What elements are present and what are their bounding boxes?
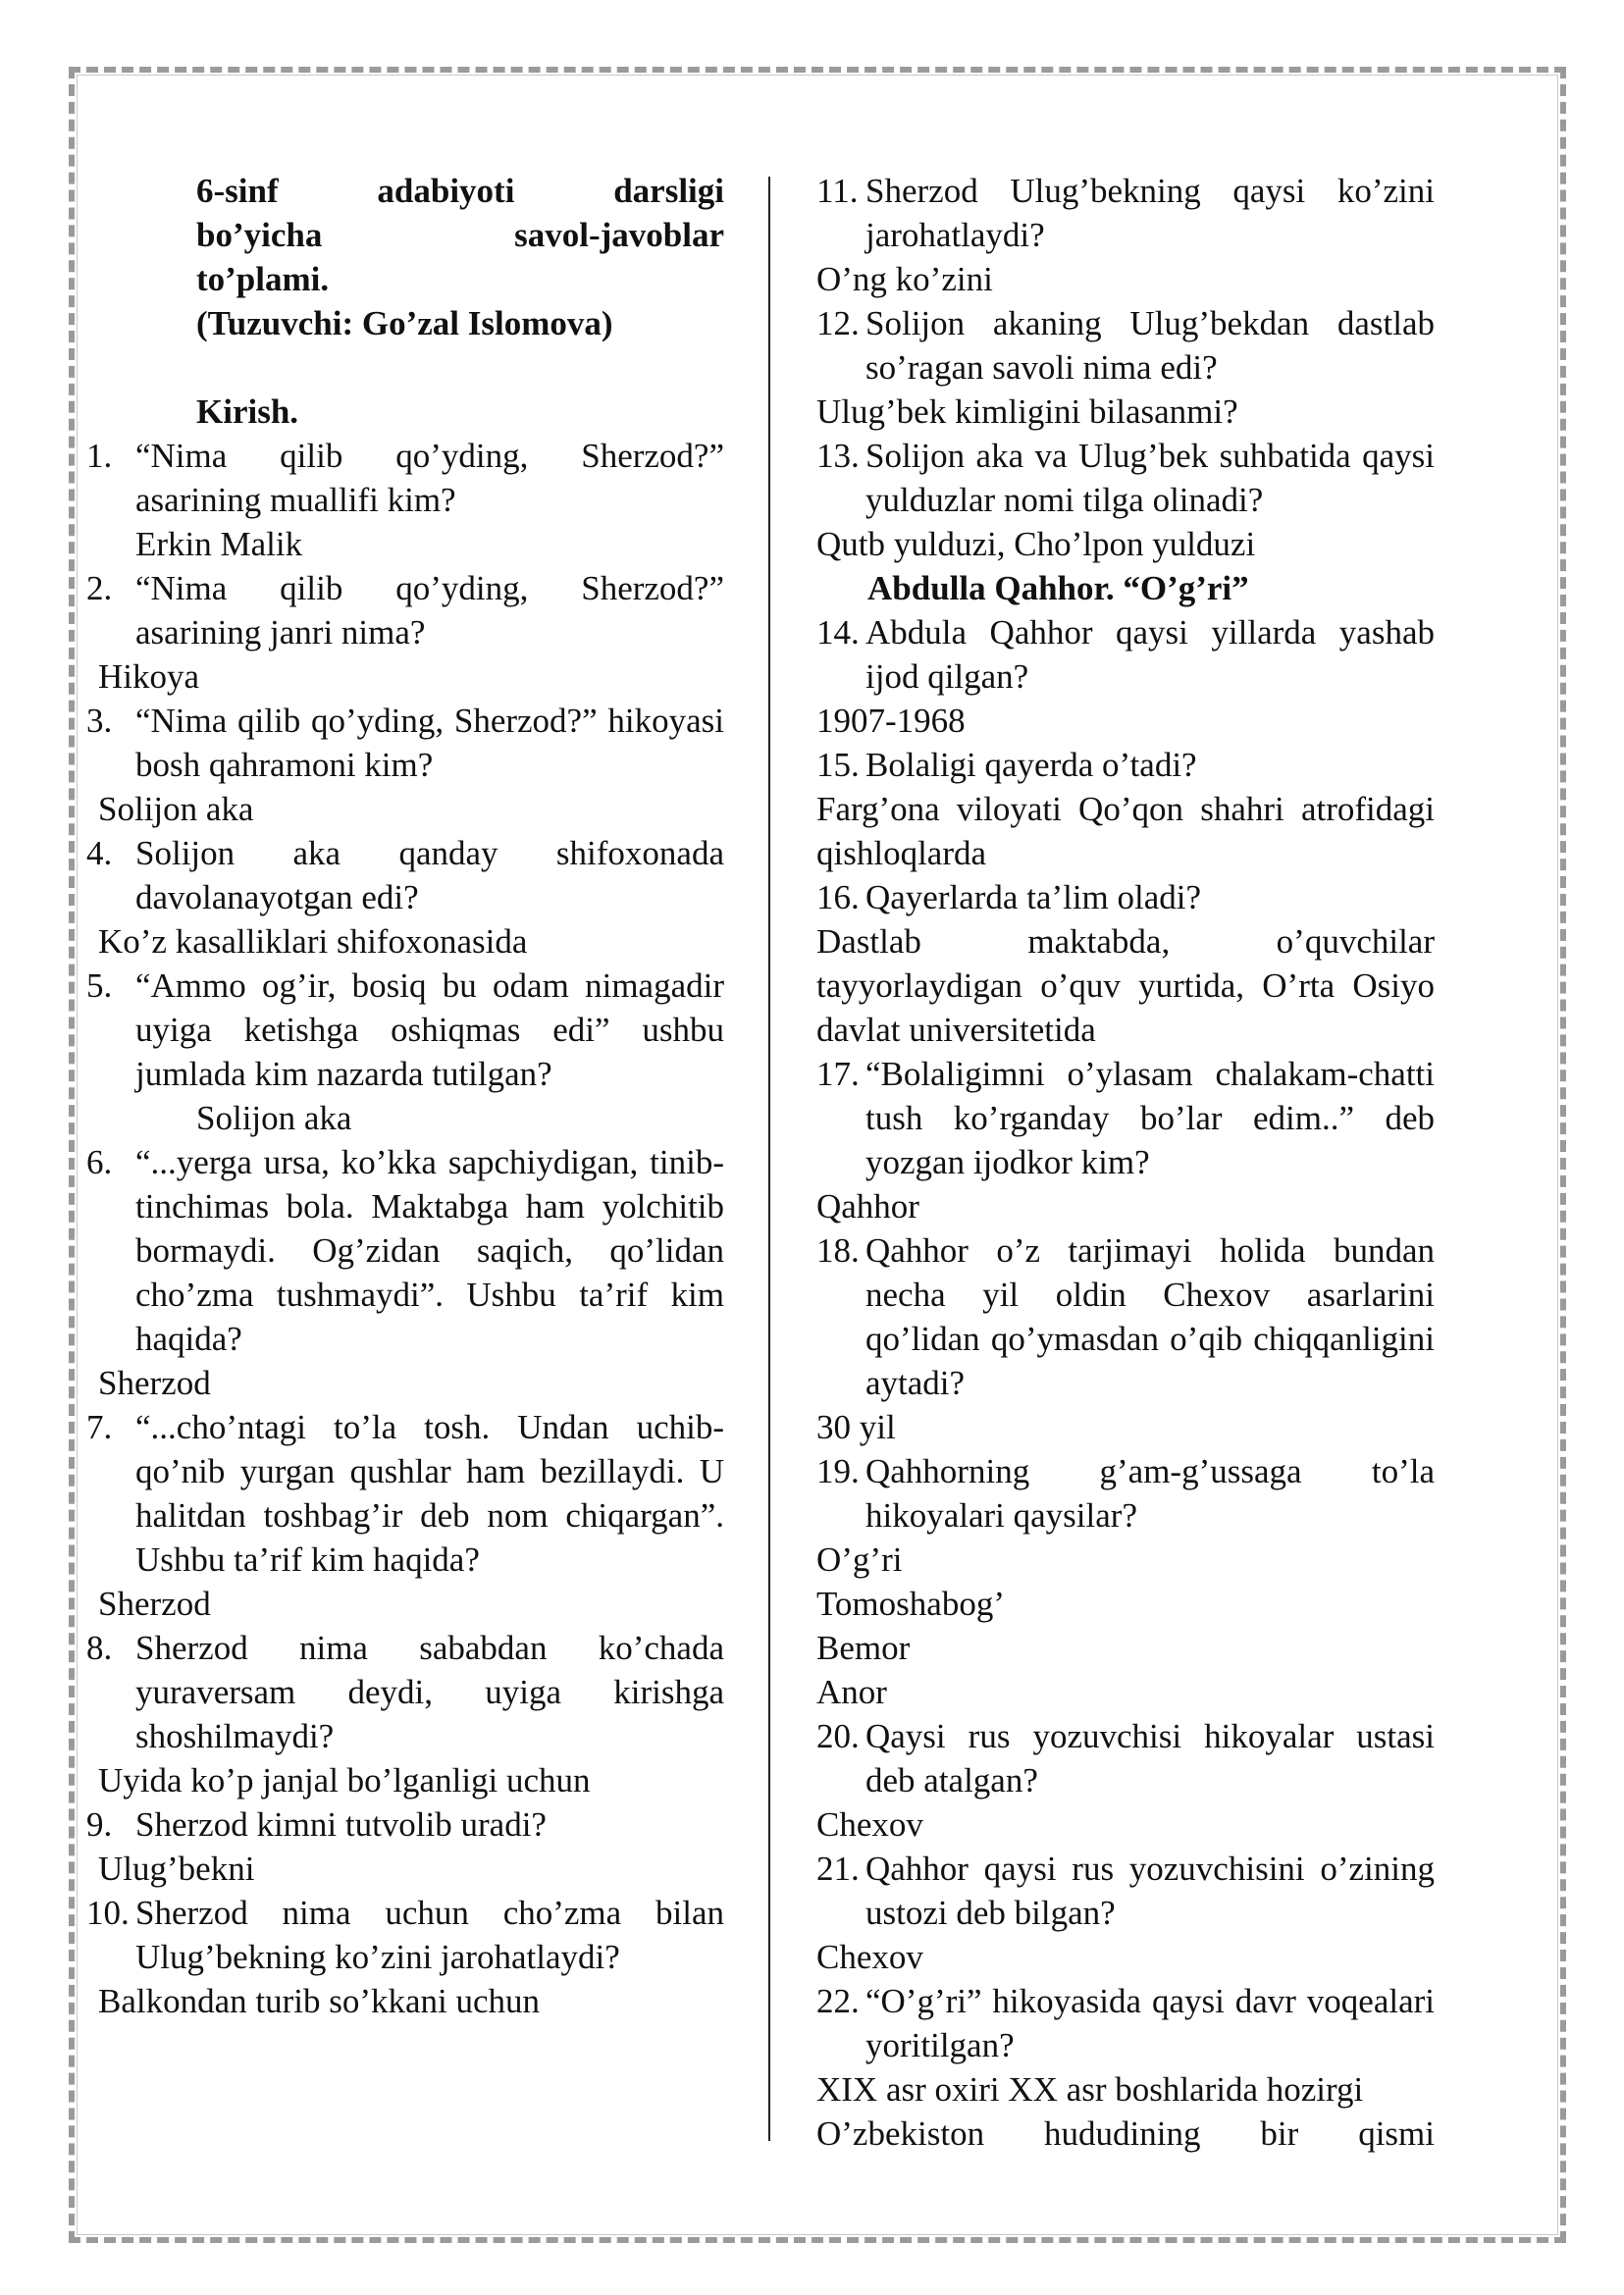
title-line-3: to’plami. [196, 260, 330, 298]
question-number: 18. [816, 1231, 860, 1270]
answer-list-item: Tomoshabog’ [816, 1585, 1005, 1623]
question-item [86, 1626, 724, 1758]
question-item [86, 566, 724, 654]
title-line-2: bo’yicha savol-javoblar [196, 216, 724, 254]
title-line-1: 6-sinf adabiyoti darsligi [196, 172, 724, 210]
question-item [816, 743, 1435, 787]
answer-text: Chexov [816, 1805, 923, 1844]
question-number: 12. [816, 304, 860, 342]
question-item [816, 169, 1435, 257]
question-number: 1. [86, 437, 113, 475]
question-text: “Ammo og’ir, bosiq bu odam nimagadir uyiga ketishga oshiqmas edi” ushbu jumlada kim nazarda tutilgan? [135, 966, 724, 1093]
answer-text: 30 yil [816, 1408, 896, 1446]
answer-text: Chexov [816, 1938, 923, 1976]
question-number: 5. [86, 966, 113, 1005]
question-number: 9. [86, 1805, 113, 1844]
question-item [86, 1140, 724, 1361]
question-text: “Nima qilib qo’yding, Sherzod?” hikoyasi bosh qahramoni kim? [135, 702, 724, 784]
answer-text: Solijon aka [196, 1099, 352, 1137]
question-text: “Nima qilib qo’yding, Sherzod?” asarining muallifi kim? [135, 437, 724, 519]
section-heading-2: Abdulla Qahhor. “O’g’ri” [867, 569, 1249, 607]
answer-text: Sherzod [98, 1364, 211, 1402]
question-number: 8. [86, 1629, 113, 1667]
left-column [86, 169, 724, 2023]
question-item [86, 699, 724, 787]
answer-text: Balkondan turib so’kkani uchun [98, 1982, 541, 2020]
question-number: 22. [816, 1982, 860, 2020]
question-item [816, 1714, 1435, 1802]
question-number: 7. [86, 1408, 113, 1446]
question-item [86, 1405, 724, 1582]
answer-text: 1907-1968 [816, 702, 966, 740]
column-divider [768, 177, 770, 2141]
question-item [86, 1891, 724, 1979]
question-item [816, 1847, 1435, 1935]
question-text: Abdula Qahhor qaysi yillarda yashab ijod qilgan? [865, 613, 1435, 696]
question-number: 14. [816, 613, 860, 652]
question-item [816, 1979, 1435, 2067]
question-text: Qahhor o’z tarjimayi holida bundan necha yil oldin Chexov asarlarini qo’lidan qo’ymasdan o’qib chiqqanligini aytadi? [865, 1231, 1435, 1402]
question-item [816, 610, 1435, 699]
title-line-4: (Tuzuvchi: Go’zal Islomova) [196, 304, 613, 342]
question-number: 16. [816, 878, 860, 916]
question-text: Qahhor qaysi rus yozuvchisini o’zining ustozi deb bilgan? [865, 1850, 1435, 1932]
question-text: Sherzod Ulug’bekning qaysi ko’zini jarohatlaydi? [865, 172, 1435, 254]
question-item [816, 1449, 1435, 1538]
section-heading: Kirish. [196, 392, 299, 431]
question-text: “...cho’ntagi to’la tosh. Undan uchib-qo’nib yurgan qushlar ham bezillaydi. U halitdan toshbag’ir deb nom chiqargan”. Ushbu ta’rif kim haqida? [135, 1408, 724, 1579]
question-text: Qahhorning g’am-g’ussaga to’la hikoyalari qaysilar? [865, 1452, 1435, 1535]
answer-list-item: Anor [816, 1673, 887, 1711]
question-text: “Nima qilib qo’yding, Sherzod?” asarining janri nima? [135, 569, 724, 652]
answer-text: Dastlab maktabda, o’quvchilar tayyorlaydigan o’quv yurtida, O’rta Osiyo davlat universitetida [816, 922, 1435, 1049]
question-number: 15. [816, 746, 860, 784]
question-text: Solijon aka va Ulug’bek suhbatida qaysi yulduzlar nomi tilga olinadi? [865, 437, 1435, 519]
answer-text: Hikoya [98, 657, 200, 696]
question-item [816, 1052, 1435, 1184]
answer-line: O’zbekiston hududining bir qismi [816, 2114, 1435, 2153]
question-text: Solijon aka qanday shifoxonada davolanayotgan edi? [135, 834, 724, 916]
answer-text: Farg’ona viloyati Qo’qon shahri atrofidagi qishloqlarda [816, 790, 1435, 872]
answer-text: Qutb yulduzi, Cho’lpon yulduzi [816, 525, 1256, 563]
answer-text: Ulug’bekni [98, 1850, 255, 1888]
question-item [816, 434, 1435, 522]
question-text: Sherzod nima uchun cho’zma bilan Ulug’bekning ko’zini jarohatlaydi? [135, 1894, 724, 1976]
question-number: 4. [86, 834, 113, 872]
question-text: Qaysi rus yozuvchisi hikoyalar ustasi deb atalgan? [865, 1717, 1435, 1799]
question-number: 19. [816, 1452, 860, 1490]
answer-text: Uyida ko’p janjal bo’lganligi uchun [98, 1761, 591, 1799]
question-text: “Bolaligimni o’ylasam chalakam-chatti tush ko’rganday bo’lar edim..” deb yozgan ijodkor kim? [865, 1055, 1435, 1181]
question-item [86, 964, 724, 1096]
answer-text: Qahhor [816, 1187, 919, 1226]
question-text: “O’g’ri” hikoyasida qaysi davr voqealari yoritilgan? [865, 1982, 1435, 2064]
question-item [816, 301, 1435, 390]
question-text: “...yerga ursa, ko’kka sapchiydigan, tinib-tinchimas bola. Maktabga ham yolchitib bormaydi. Og’zidan saqich, qo’lidan cho’zma tushmaydi”. Ushbu ta’rif kim haqida? [135, 1143, 724, 1358]
question-number: 2. [86, 569, 113, 607]
question-text: Qayerlarda ta’lim oladi? [865, 878, 1202, 916]
question-number: 3. [86, 702, 113, 740]
answer-text: Sherzod [98, 1585, 211, 1623]
left-qa-list [86, 434, 724, 2023]
answer-text: Ko’z kasalliklari shifoxonasida [98, 922, 528, 961]
answer-text: Erkin Malik [135, 525, 303, 563]
question-item [816, 875, 1435, 919]
answer-text: O’ng ko’zini [816, 260, 993, 298]
question-number: 20. [816, 1717, 860, 1755]
question-item [86, 1802, 724, 1847]
answer-list-item: O’g’ri [816, 1540, 903, 1579]
answer-text: Solijon aka [98, 790, 254, 828]
right-qa-list-2 [816, 610, 1435, 2156]
document-title [196, 169, 724, 345]
right-qa-list-1 [816, 169, 1435, 566]
question-text: Sherzod nima sababdan ko’chada yuraversam deydi, uyiga kirishga shoshilmaydi? [135, 1629, 724, 1755]
right-column [816, 169, 1435, 2156]
question-number: 10. [86, 1894, 130, 1932]
question-item [816, 1228, 1435, 1405]
question-text: Bolaligi qayerda o’tadi? [865, 746, 1197, 784]
question-number: 17. [816, 1055, 860, 1093]
answer-text: Ulug’bek kimligini bilasanmi? [816, 392, 1238, 431]
question-number: 11. [816, 172, 859, 210]
question-number: 13. [816, 437, 860, 475]
question-number: 6. [86, 1143, 113, 1181]
question-number: 21. [816, 1850, 860, 1888]
question-item [86, 831, 724, 919]
question-text: Solijon akaning Ulug’bekdan dastlab so’ragan savoli nima edi? [865, 304, 1435, 387]
answer-list-item: Bemor [816, 1629, 911, 1667]
answer-line: XIX asr oxiri XX asr boshlarida hozirgi [816, 2070, 1364, 2109]
question-item [86, 434, 724, 522]
question-text: Sherzod kimni tutvolib uradi? [135, 1805, 547, 1844]
